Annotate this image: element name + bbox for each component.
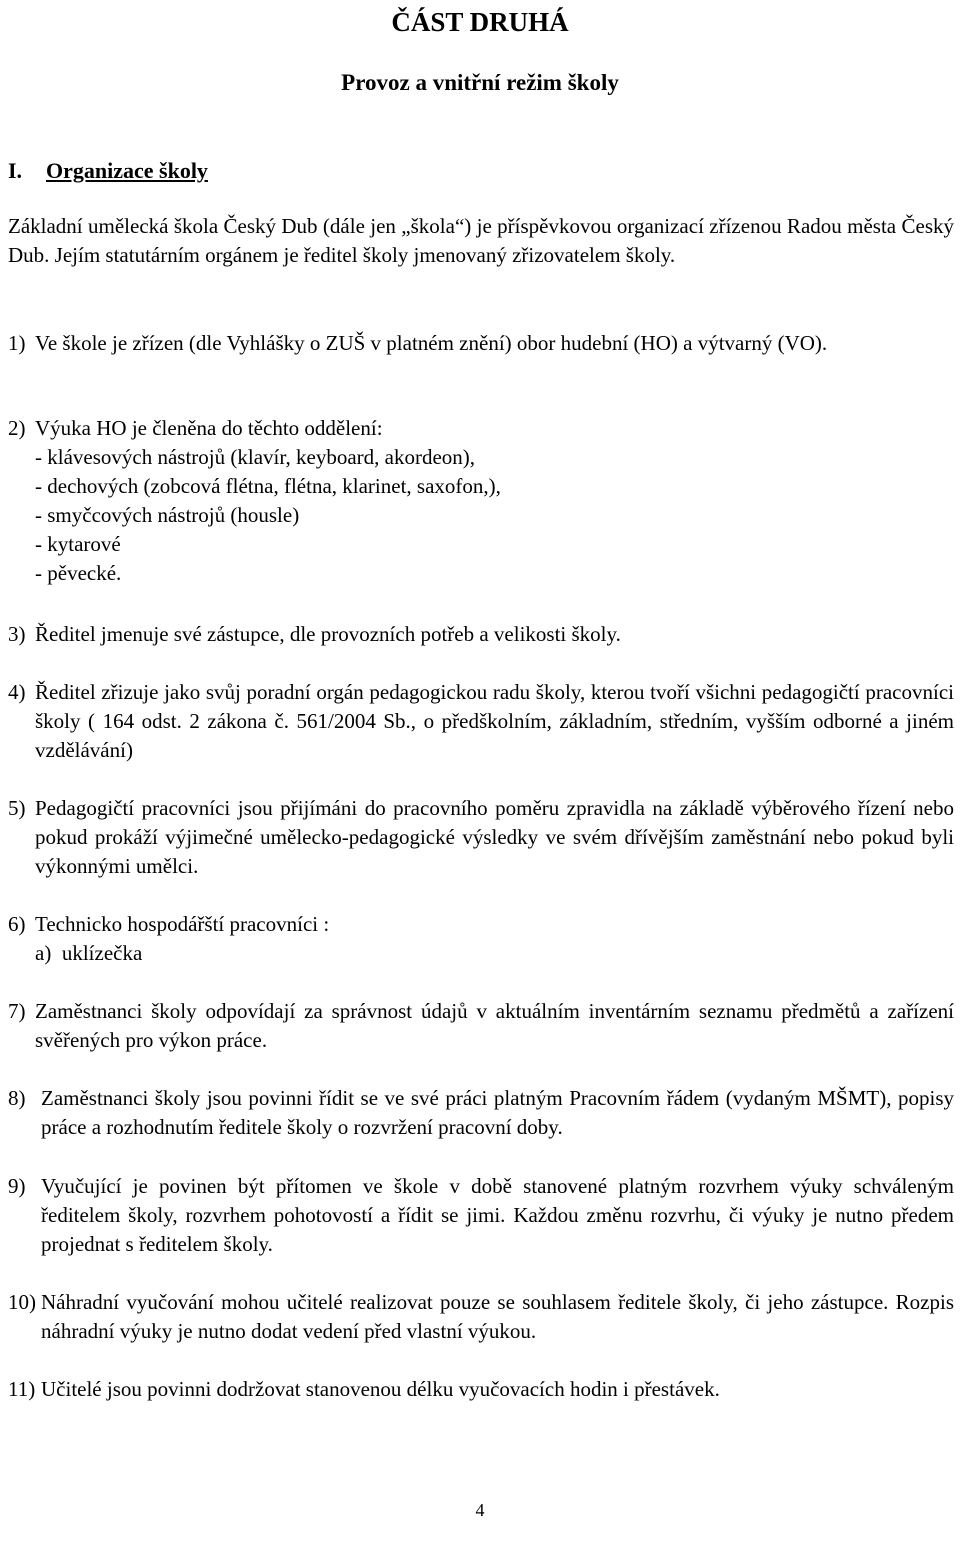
item-number: 8) xyxy=(8,1086,26,1110)
department-item: - klávesových nástrojů (klavír, keyboard, akordeon), xyxy=(35,445,476,469)
list-item-8 xyxy=(8,1084,954,1142)
list-item-4 xyxy=(8,678,954,765)
department-item: - kytarové xyxy=(35,532,121,556)
item-number: 4) xyxy=(8,680,26,704)
part-subtitle: Provoz a vnitřní režim školy xyxy=(341,70,619,95)
item-text: Technicko hospodářští pracovníci : xyxy=(35,912,330,936)
department-item: - dechových (zobcová flétna, flétna, klarinet, saxofon,), xyxy=(35,474,501,498)
item-number: 2) xyxy=(8,416,26,440)
item-number: 5) xyxy=(8,796,26,820)
page-number: 4 xyxy=(475,1500,485,1520)
item-text: Učitelé jsou povinni dodržovat stanovenou délku vyučovacích hodin i přestávek. xyxy=(41,1377,720,1401)
department-list xyxy=(35,443,954,588)
list-item-2 xyxy=(8,414,954,588)
item-number: 9) xyxy=(8,1174,26,1198)
item-number: 7) xyxy=(8,999,26,1023)
sub-item xyxy=(35,939,954,968)
section-number: I. xyxy=(8,158,23,183)
item-number: 11) xyxy=(8,1377,36,1401)
list-item-3 xyxy=(8,620,954,649)
list-item-5 xyxy=(8,794,954,881)
list-item-6 xyxy=(8,910,954,968)
list-item-1 xyxy=(8,329,954,358)
sub-item-number: a) xyxy=(35,941,52,965)
department-item: - smyčcových nástrojů (housle) xyxy=(35,503,300,527)
sub-item-text: uklízečka xyxy=(61,941,143,965)
item-number: 6) xyxy=(8,912,26,936)
section-name: Organizace školy xyxy=(46,158,208,183)
item-text: Náhradní vyučování mohou učitelé realizovat pouze se souhlasem ředitele školy, či jeho zástupce. Rozpis náhradní výuky je nutno dodat vedení před vlastní výukou. xyxy=(41,1290,954,1343)
item-text: Zaměstnanci školy jsou povinni řídit se ve své práci platným Pracovním řádem (vydaným MŠMT), popisy práce a rozhodnutím ředitele školy o rozvržení pracovní doby. xyxy=(41,1086,954,1139)
item-number: 3) xyxy=(8,622,26,646)
item-text: Pedagogičtí pracovníci jsou přijímáni do pracovního poměru zpravidla na základě výběrového řízení nebo pokud prokáží výjimečné umělecko-pedagogické výsledky ve svém dřívějším zaměstnání nebo pokud byli výkonnými umělci. xyxy=(35,796,954,878)
section-heading xyxy=(8,156,208,186)
department-item: - pěvecké. xyxy=(35,561,122,585)
intro-paragraph: Základní umělecká škola Český Dub (dále jen „škola“) je příspěvkovou organizací zřízenou Radou města Český Dub. Jejím statutárním orgánem je ředitel školy jmenovaný zřizovatelem školy. xyxy=(8,214,954,267)
item-text: Vyučující je povinen být přítomen ve škole v době stanovené platným rozvrhem výuky schváleným ředitelem školy, rozvrhem pohotovostí a řídit se jimi. Každou změnu rozvrhu, či výuky je nutno předem projednat s ředitelem školy. xyxy=(41,1174,954,1256)
item-text: Ve škole je zřízen (dle Vyhlášky o ZUŠ v platném znění) obor hudební (HO) a výtvarný (VO). xyxy=(35,331,828,355)
list-item-11 xyxy=(8,1375,954,1404)
list-item-9 xyxy=(8,1172,954,1259)
item-text: Zaměstnanci školy odpovídají za správnost údajů v aktuálním inventárním seznamu předmětů a zařízení svěřených pro výkon práce. xyxy=(35,999,954,1052)
item-text: Výuka HO je členěna do těchto oddělení: xyxy=(35,416,383,440)
item-text: Ředitel jmenuje své zástupce, dle provozních potřeb a velikosti školy. xyxy=(35,622,621,646)
item-number: 10) xyxy=(8,1290,36,1314)
item-text: Ředitel zřizuje jako svůj poradní orgán pedagogickou radu školy, kterou tvoří všichni pedagogičtí pracovníci školy ( 164 odst. 2 zákona č. 561/2004 Sb., o předškolním, základním, středním, vyšším odborné a jiném vzdělávání) xyxy=(35,680,954,762)
list-item-7 xyxy=(8,997,954,1055)
item-number: 1) xyxy=(8,331,26,355)
list-item-10 xyxy=(8,1288,954,1346)
part-title: ČÁST DRUHÁ xyxy=(391,7,569,37)
